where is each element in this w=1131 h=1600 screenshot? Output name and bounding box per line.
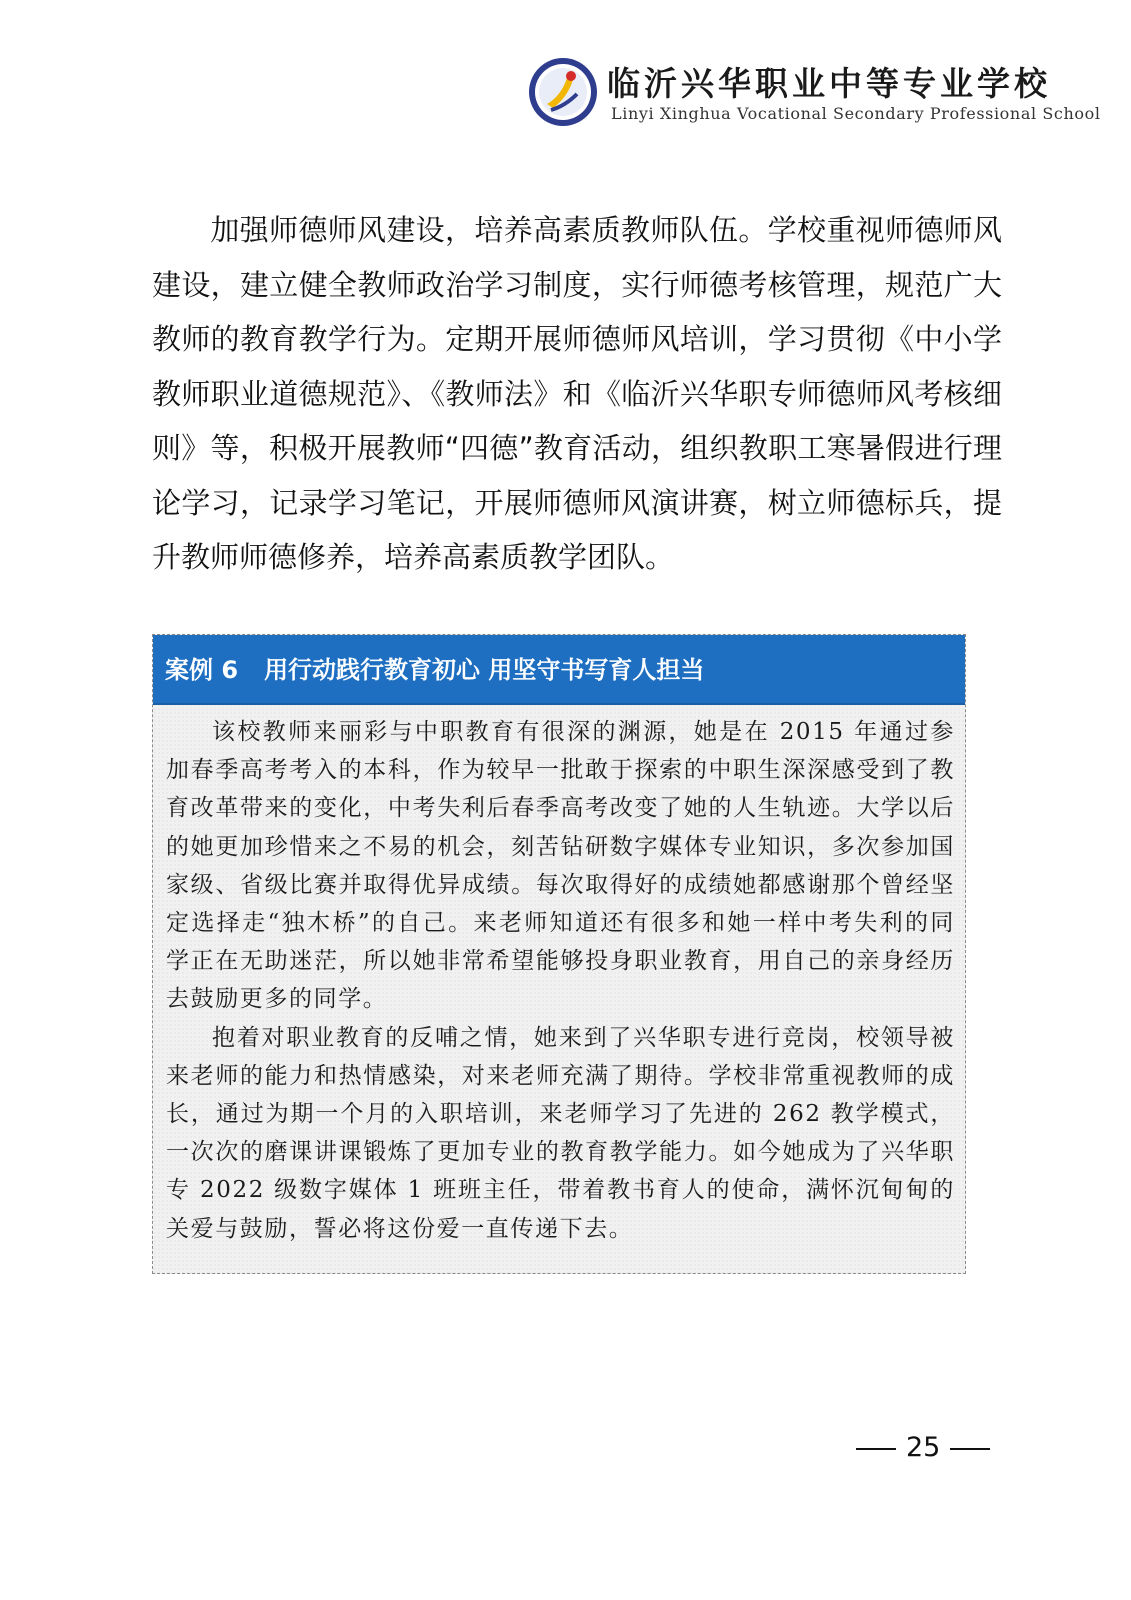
case-study-box	[152, 634, 966, 1274]
case-paragraph-1: 该校教师来丽彩与中职教育有很深的渊源，她是在 2015 年通过参加春季高考考入的本科，作为较早一批敢于探索的中职生深深感受到了教育改革带来的变化，中考失利后春季高考改变了她的人生轨迹。大学以后的她更加珍惜来之不易的机会，刻苦钻研数字媒体专业知识，多次参加国家级、省级比赛并取得优异成绩。每次取得好的成绩她都感谢那个曾经坚定选择走“独木桥”的自己。来老师知道还有很多和她一样中考失利的同学正在无助迷茫，所以她非常希望能够投身职业教育，用自己的亲身经历去鼓励更多的同学。	[166, 719, 955, 1013]
case-study-header	[153, 635, 965, 705]
page-number-dash-left	[856, 1448, 896, 1450]
case-paragraph-2: 抱着对职业教育的反哺之情，她来到了兴华职专进行竞岗，校领导被来老师的能力和热情感染，对来老师充满了期待。学校非常重视教师的成长，通过为期一个月的入职培训，来老师学习了先进的 262 教学模式，一次次的磨课讲课锻炼了更加专业的教育教学能力。如今她成为了兴华职专 2022 级数字媒体 1 班班主任，带着教书育人的使命，满怀沉甸甸的关爱与鼓励，誓必将这份爱一直传递下去。	[166, 1024, 955, 1242]
case-title: 用行动践行教育初心 用坚守书写育人担当	[264, 656, 705, 684]
case-study-text	[166, 713, 955, 1248]
body-paragraph-text: 加强师德师风建设，培养高素质教师队伍。学校重视师德师风建设，建立健全教师政治学习制度，实行师德考核管理，规范广大教师的教育教学行为。定期开展师德师风培训，学习贯彻《中小学教师职业道德规范》、《教师法》和《临沂兴华职专师德师风考核细则》等，积极开展教师“四德”教育活动，组织教职工寒暑假进行理论学习，记录学习笔记，开展师德师风演讲赛，树立师德标兵，提升教师师德修养，培养高素质教学团队。	[152, 213, 1002, 574]
body-paragraph	[152, 203, 1002, 585]
page-number	[846, 1432, 1000, 1463]
case-number-label: 案例 6	[165, 656, 239, 684]
school-name-chinese: 临沂兴华职业中等专业学校	[607, 64, 1051, 103]
page-number-value: 25	[906, 1432, 941, 1463]
school-header	[527, 52, 1101, 132]
page-number-dash-right	[950, 1448, 990, 1450]
school-logo-icon	[527, 56, 599, 128]
school-name-english: Linyi Xinghua Vocational Secondary Professional School	[611, 104, 1101, 123]
